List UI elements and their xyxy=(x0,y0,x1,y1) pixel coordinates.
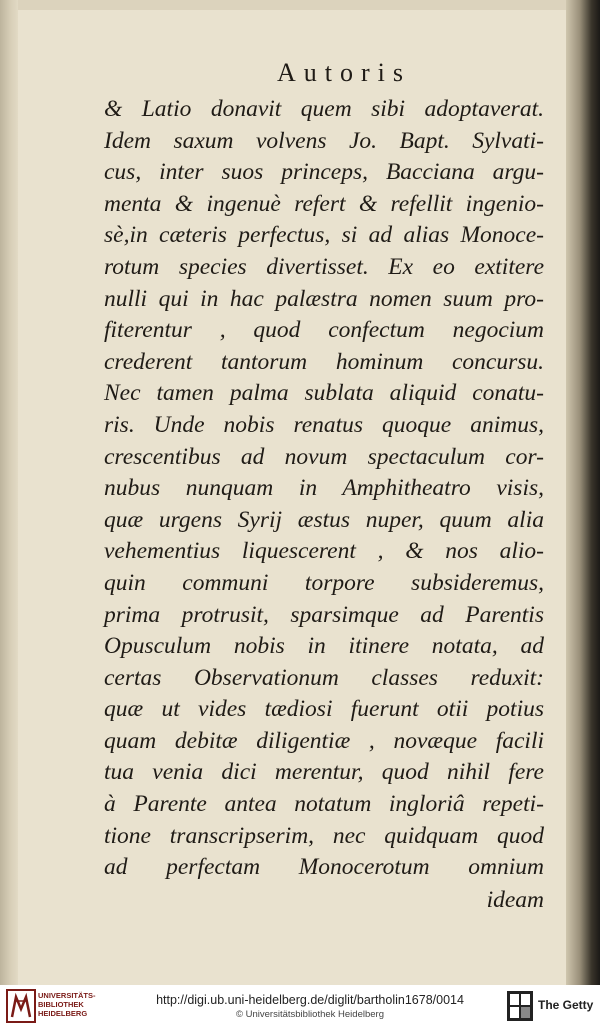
partner-name: The Getty xyxy=(538,998,594,1012)
text-line: crederent tantorum hominum concursu. xyxy=(104,348,544,375)
text-line: nulli qui in hac palæstra nomen suum pro- xyxy=(104,285,544,312)
text-line: fiterentur , quod confectum negocium xyxy=(104,317,544,344)
text-line: rotum species divertisset. Ex eo extitere xyxy=(104,253,544,280)
text-line: crescentibus ad novum spectaculum cor- xyxy=(104,443,544,470)
text-line: tua venia dici merentur, quod nihil fere xyxy=(104,759,544,786)
text-line: cus, inter suos princeps, Bacciana argu- xyxy=(104,159,544,186)
text-line: à Parente antea notatum ingloriâ repeti- xyxy=(104,791,544,818)
book-gutter xyxy=(0,0,18,985)
text-line: certas Observationum classes reduxit: xyxy=(104,664,544,691)
text-line: Opusculum nobis in itinere notata, ad xyxy=(104,633,544,660)
text-line: prima protrusit, sparsimque ad Parentis xyxy=(104,601,544,628)
text-line: vehementius liquescerent , & nos alio- xyxy=(104,538,544,565)
viewer-footer xyxy=(0,985,600,1027)
permalink-url[interactable]: http://digi.ub.uni-heidelberg.de/diglit/bartholin1678/0014 xyxy=(156,993,464,1007)
text-line: sè,in cæteris perfectus, si ad alias Monoce- xyxy=(104,222,544,249)
text-line: quæ ut vides tædiosi fuerunt otii potius xyxy=(104,696,544,723)
text-line: tione transcripserim, nec quidquam quod xyxy=(104,822,544,849)
text-line: quin communi torpore subsideremus, xyxy=(104,569,544,596)
getty-logo-icon[interactable] xyxy=(507,991,533,1021)
heidelberg-library-seal-icon[interactable] xyxy=(6,989,36,1023)
text-line: quæ urgens Syrij æstus nuper, quum alia xyxy=(104,506,544,533)
page-text xyxy=(104,58,544,914)
catchword: ideam xyxy=(486,886,544,913)
copyright-notice: © Universitätsbibliothek Heidelberg xyxy=(236,1009,384,1020)
text-line: menta & ingenuè refert & refellit ingenio- xyxy=(104,190,544,217)
text-line: & Latio donavit quem sibi adoptaverat. xyxy=(104,96,544,122)
text-line: quam debitæ diligentiæ , novæque facili xyxy=(104,727,544,754)
text-line: Nec tamen palma sublata aliquid conatu- xyxy=(104,380,544,407)
text-line: ad perfectam Monocerotum omnium xyxy=(104,854,544,881)
text-lines xyxy=(104,94,544,884)
running-head: Autoris xyxy=(277,58,411,87)
scan-top-margin xyxy=(0,0,600,10)
page-edge-shadow xyxy=(566,0,600,985)
text-line: ris. Unde nobis renatus quoque animus, xyxy=(104,411,544,438)
institution-name: UNIVERSITÄTS- BIBLIOTHEK HEIDELBERG xyxy=(38,991,96,1018)
text-line: nubus nunquam in Amphitheatro visis, xyxy=(104,475,544,502)
text-line: Idem saxum volvens Jo. Bapt. Sylvati- xyxy=(104,127,544,154)
